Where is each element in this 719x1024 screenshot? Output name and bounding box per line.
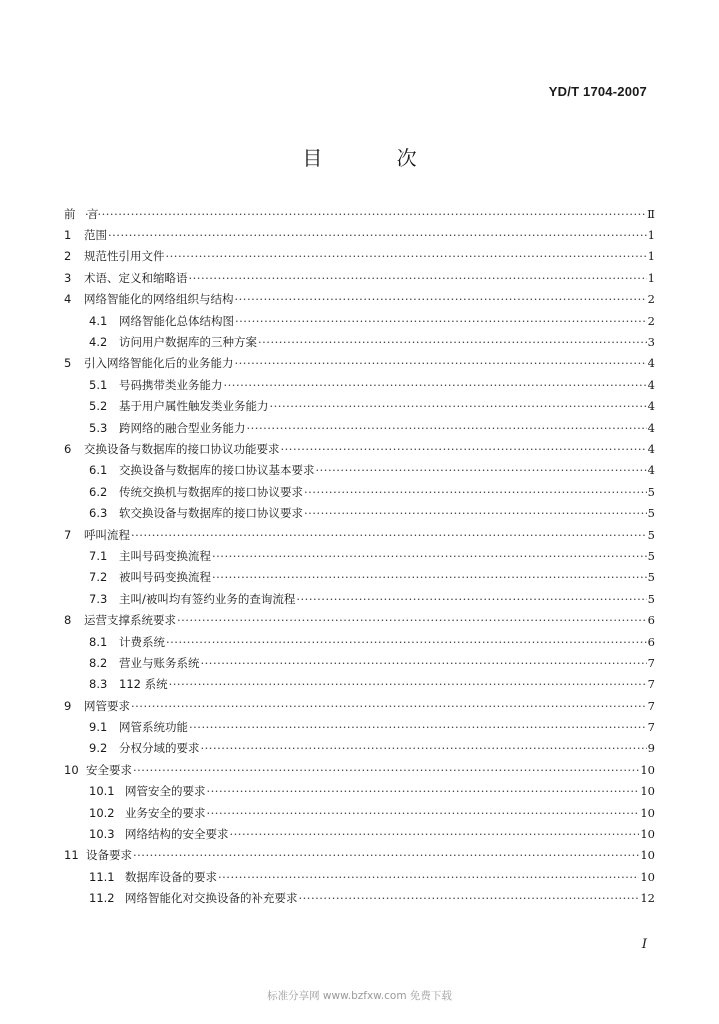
toc-entry[interactable] <box>64 866 655 887</box>
toc-entry-label: 计费系统 <box>119 634 165 649</box>
toc-entry-number: 11 <box>64 848 79 863</box>
toc-leader-dots <box>212 549 647 563</box>
toc-leader-dots <box>235 292 647 306</box>
toc-entry[interactable] <box>64 781 655 802</box>
toc-entry[interactable] <box>64 823 655 844</box>
toc-entry-number: 11.1 <box>89 869 115 884</box>
toc-entry-number: 9 <box>64 698 72 713</box>
toc-leader-dots <box>189 271 647 285</box>
toc-entry-number: 6.1 <box>89 463 108 478</box>
toc-entry-page: 5 <box>647 484 655 499</box>
toc-entry-label: 数据库设备的要求 <box>125 869 217 884</box>
toc-leader-dots <box>258 335 647 349</box>
toc-entry-number: 7.1 <box>89 548 108 563</box>
toc-entry-label: 传统交换机与数据库的接口协议要求 <box>119 484 303 499</box>
toc-entry[interactable] <box>64 674 655 695</box>
toc-entry[interactable] <box>64 396 655 417</box>
toc-entry-page: 10 <box>640 762 655 777</box>
toc-entry-page: 12 <box>640 891 655 906</box>
toc-entry-label: 呼叫流程 <box>84 527 130 542</box>
toc-entry[interactable] <box>64 524 655 545</box>
toc-entry-number: 1 <box>64 228 72 243</box>
toc-entry-label: 运营支撑系统要求 <box>84 613 176 628</box>
toc-entry-page: 2 <box>647 313 655 328</box>
toc-entry[interactable] <box>64 888 655 909</box>
toc-entry-page: 9 <box>647 741 655 756</box>
toc-entry-page: 1 <box>647 270 655 285</box>
toc-entry[interactable] <box>64 331 655 352</box>
toc-entry-label: 网管要求 <box>84 698 130 713</box>
toc-entry[interactable] <box>64 224 655 245</box>
toc-entry-label: 访问用户数据库的三种方案 <box>119 335 257 350</box>
toc-entry[interactable] <box>64 481 655 502</box>
page-number: I <box>641 937 647 952</box>
toc-leader-dots <box>133 848 639 862</box>
toc-entry[interactable] <box>64 567 655 588</box>
toc-entry-page: 2 <box>647 292 655 307</box>
toc-entry-number: 4 <box>64 292 72 307</box>
toc-entry-number: 8.3 <box>89 677 108 692</box>
toc-entry[interactable] <box>64 845 655 866</box>
toc-entry-number: 6.3 <box>89 506 108 521</box>
toc-entry-number: 8 <box>64 613 72 628</box>
toc-leader-dots <box>281 442 647 456</box>
toc-entry-page: 10 <box>640 827 655 842</box>
toc-entry-label: 112 系统 <box>119 677 168 692</box>
toc-entry-label: 营业与账务系统 <box>119 655 200 670</box>
toc-entry-page: 6 <box>647 613 655 628</box>
toc-entry-page: 7 <box>647 655 655 670</box>
toc-entry-number: 5.1 <box>89 377 108 392</box>
toc-entry-number: 10.3 <box>89 827 115 842</box>
toc-leader-dots <box>304 485 647 499</box>
toc-leader-dots <box>189 720 647 734</box>
toc-entry[interactable] <box>64 374 655 395</box>
toc-leader-dots <box>166 249 647 263</box>
toc-entry-page: 7 <box>647 698 655 713</box>
toc-entry[interactable] <box>64 417 655 438</box>
toc-entry-page: 10 <box>640 869 655 884</box>
toc-entry-page: 3 <box>647 335 655 350</box>
toc-entry[interactable] <box>64 203 655 224</box>
toc-entry-page: 10 <box>640 805 655 820</box>
toc-entry[interactable] <box>64 246 655 267</box>
toc-entry-page: 7 <box>647 720 655 735</box>
toc-entry-label: 设备要求 <box>86 848 132 863</box>
toc-entry-number: 10.1 <box>89 784 115 799</box>
toc-entry-number: 7 <box>64 527 72 542</box>
toc-entry[interactable] <box>64 502 655 523</box>
toc-entry-page: 4 <box>647 399 655 414</box>
toc-entry-label: 分权分域的要求 <box>119 741 200 756</box>
toc-entry-label: 业务安全的要求 <box>125 805 206 820</box>
toc-entry-label: 安全要求 <box>86 762 132 777</box>
toc-entry[interactable] <box>64 353 655 374</box>
toc-leader-dots <box>304 506 647 520</box>
toc-leader-dots <box>169 677 647 691</box>
toc-entry-page: 10 <box>640 848 655 863</box>
toc-leader-dots <box>131 528 647 542</box>
toc-entry[interactable] <box>64 438 655 459</box>
toc-entry-label: 网络结构的安全要求 <box>125 827 229 842</box>
toc-entry-page: 5 <box>647 527 655 542</box>
toc-entry[interactable] <box>64 738 655 759</box>
toc-entry-page: 1 <box>647 249 655 264</box>
toc-entry-label: 网管安全的要求 <box>125 784 206 799</box>
toc-leader-dots <box>247 421 647 435</box>
toc-entry-page: 5 <box>647 570 655 585</box>
toc-entry-number: 11.2 <box>89 891 115 906</box>
toc-entry-page: 4 <box>647 463 655 478</box>
toc-entry[interactable] <box>64 609 655 630</box>
toc-entry[interactable] <box>64 802 655 823</box>
toc-entry[interactable] <box>64 652 655 673</box>
toc-entry-page: 4 <box>647 441 655 456</box>
toc-entry-number: 9.2 <box>89 741 108 756</box>
toc-leader-dots <box>85 207 646 221</box>
toc-entry-number: 10.2 <box>89 805 115 820</box>
toc-entry[interactable] <box>64 545 655 566</box>
toc-entry-number: 8.1 <box>89 634 108 649</box>
toc-leader-dots <box>201 741 647 755</box>
toc-entry-label: 引入网络智能化后的业务能力 <box>84 356 234 371</box>
toc-entry-page: 10 <box>640 784 655 799</box>
toc-entry-page: 5 <box>647 506 655 521</box>
toc-entry-number: 4.2 <box>89 335 108 350</box>
toc-entry-number: 6 <box>64 441 72 456</box>
toc-entry-number: 6.2 <box>89 484 108 499</box>
toc-leader-dots <box>235 314 647 328</box>
toc-entry-label: 术语、定义和缩略语 <box>84 270 188 285</box>
toc-leader-dots <box>299 891 640 905</box>
toc-entry[interactable] <box>64 759 655 780</box>
toc-leader-dots <box>207 784 640 798</box>
standard-code: YD/T 1704-2007 <box>548 84 647 99</box>
toc-entry-page: 5 <box>647 591 655 606</box>
toc-entry-label: 范围 <box>84 228 107 243</box>
toc-entry-number: 2 <box>64 249 72 264</box>
toc-entry-number: 10 <box>64 762 79 777</box>
toc-entry-label: 网络智能化总体结构图 <box>119 313 234 328</box>
toc-leader-dots <box>131 699 647 713</box>
toc-entry[interactable] <box>64 631 655 652</box>
toc-entry-page: Ⅱ <box>647 206 655 221</box>
toc-entry-label: 号码携带类业务能力 <box>119 377 223 392</box>
toc-entry-label: 基于用户属性触发类业务能力 <box>119 399 269 414</box>
toc-entry-page: 4 <box>647 356 655 371</box>
toc-leader-dots <box>207 806 640 820</box>
toc-entry-number: 8.2 <box>89 655 108 670</box>
toc-entry-number: 3 <box>64 270 72 285</box>
toc-entry-number: 7.2 <box>89 570 108 585</box>
toc-leader-dots <box>224 378 647 392</box>
toc-leader-dots <box>133 763 639 777</box>
table-of-contents <box>64 203 655 909</box>
toc-entry-number: 9.1 <box>89 720 108 735</box>
toc-entry-page: 5 <box>647 548 655 563</box>
toc-leader-dots <box>296 592 646 606</box>
toc-entry-label: 主叫/被叫均有签约业务的查询流程 <box>119 591 296 606</box>
toc-entry[interactable] <box>64 310 655 331</box>
toc-leader-dots <box>218 870 639 884</box>
toc-entry-label: 被叫号码变换流程 <box>119 570 211 585</box>
toc-entry-number: 5.3 <box>89 420 108 435</box>
toc-entry[interactable] <box>64 588 655 609</box>
toc-entry-number: 前 言 <box>64 206 99 221</box>
toc-entry-page: 4 <box>647 377 655 392</box>
watermark: 标准分享网 www.bzfxw.com 免费下载 <box>267 990 452 1002</box>
toc-entry-number: 5.2 <box>89 399 108 414</box>
toc-leader-dots <box>270 399 647 413</box>
toc-entry-label: 交换设备与数据库的接口协议基本要求 <box>119 463 315 478</box>
toc-leader-dots <box>230 827 640 841</box>
toc-entry-page: 6 <box>647 634 655 649</box>
toc-entry-label: 跨网络的融合型业务能力 <box>119 420 246 435</box>
toc-entry[interactable] <box>64 695 655 716</box>
toc-leader-dots <box>212 570 647 584</box>
toc-entry[interactable] <box>64 289 655 310</box>
toc-entry-label: 网络智能化对交换设备的补充要求 <box>125 891 298 906</box>
toc-title: 目 次 <box>302 146 451 170</box>
toc-entry-label: 网管系统功能 <box>119 720 188 735</box>
toc-entry-label: 主叫号码变换流程 <box>119 548 211 563</box>
toc-leader-dots <box>177 613 647 627</box>
toc-entry-page: 1 <box>647 228 655 243</box>
toc-entry[interactable] <box>64 267 655 288</box>
toc-leader-dots <box>108 228 647 242</box>
toc-entry-page: 4 <box>647 420 655 435</box>
toc-entry-label: 交换设备与数据库的接口协议功能要求 <box>84 441 280 456</box>
toc-entry-number: 5 <box>64 356 72 371</box>
toc-entry-label: 网络智能化的网络组织与结构 <box>84 292 234 307</box>
toc-entry-number: 7.3 <box>89 591 108 606</box>
toc-entry-page: 7 <box>647 677 655 692</box>
toc-entry-number: 4.1 <box>89 313 108 328</box>
toc-leader-dots <box>166 635 647 649</box>
toc-leader-dots <box>201 656 647 670</box>
toc-entry[interactable] <box>64 460 655 481</box>
toc-entry[interactable] <box>64 716 655 737</box>
toc-entry-label: 软交换设备与数据库的接口协议要求 <box>119 506 303 521</box>
toc-leader-dots <box>316 463 647 477</box>
toc-leader-dots <box>235 356 647 370</box>
toc-entry-label: 规范性引用文件 <box>84 249 165 264</box>
